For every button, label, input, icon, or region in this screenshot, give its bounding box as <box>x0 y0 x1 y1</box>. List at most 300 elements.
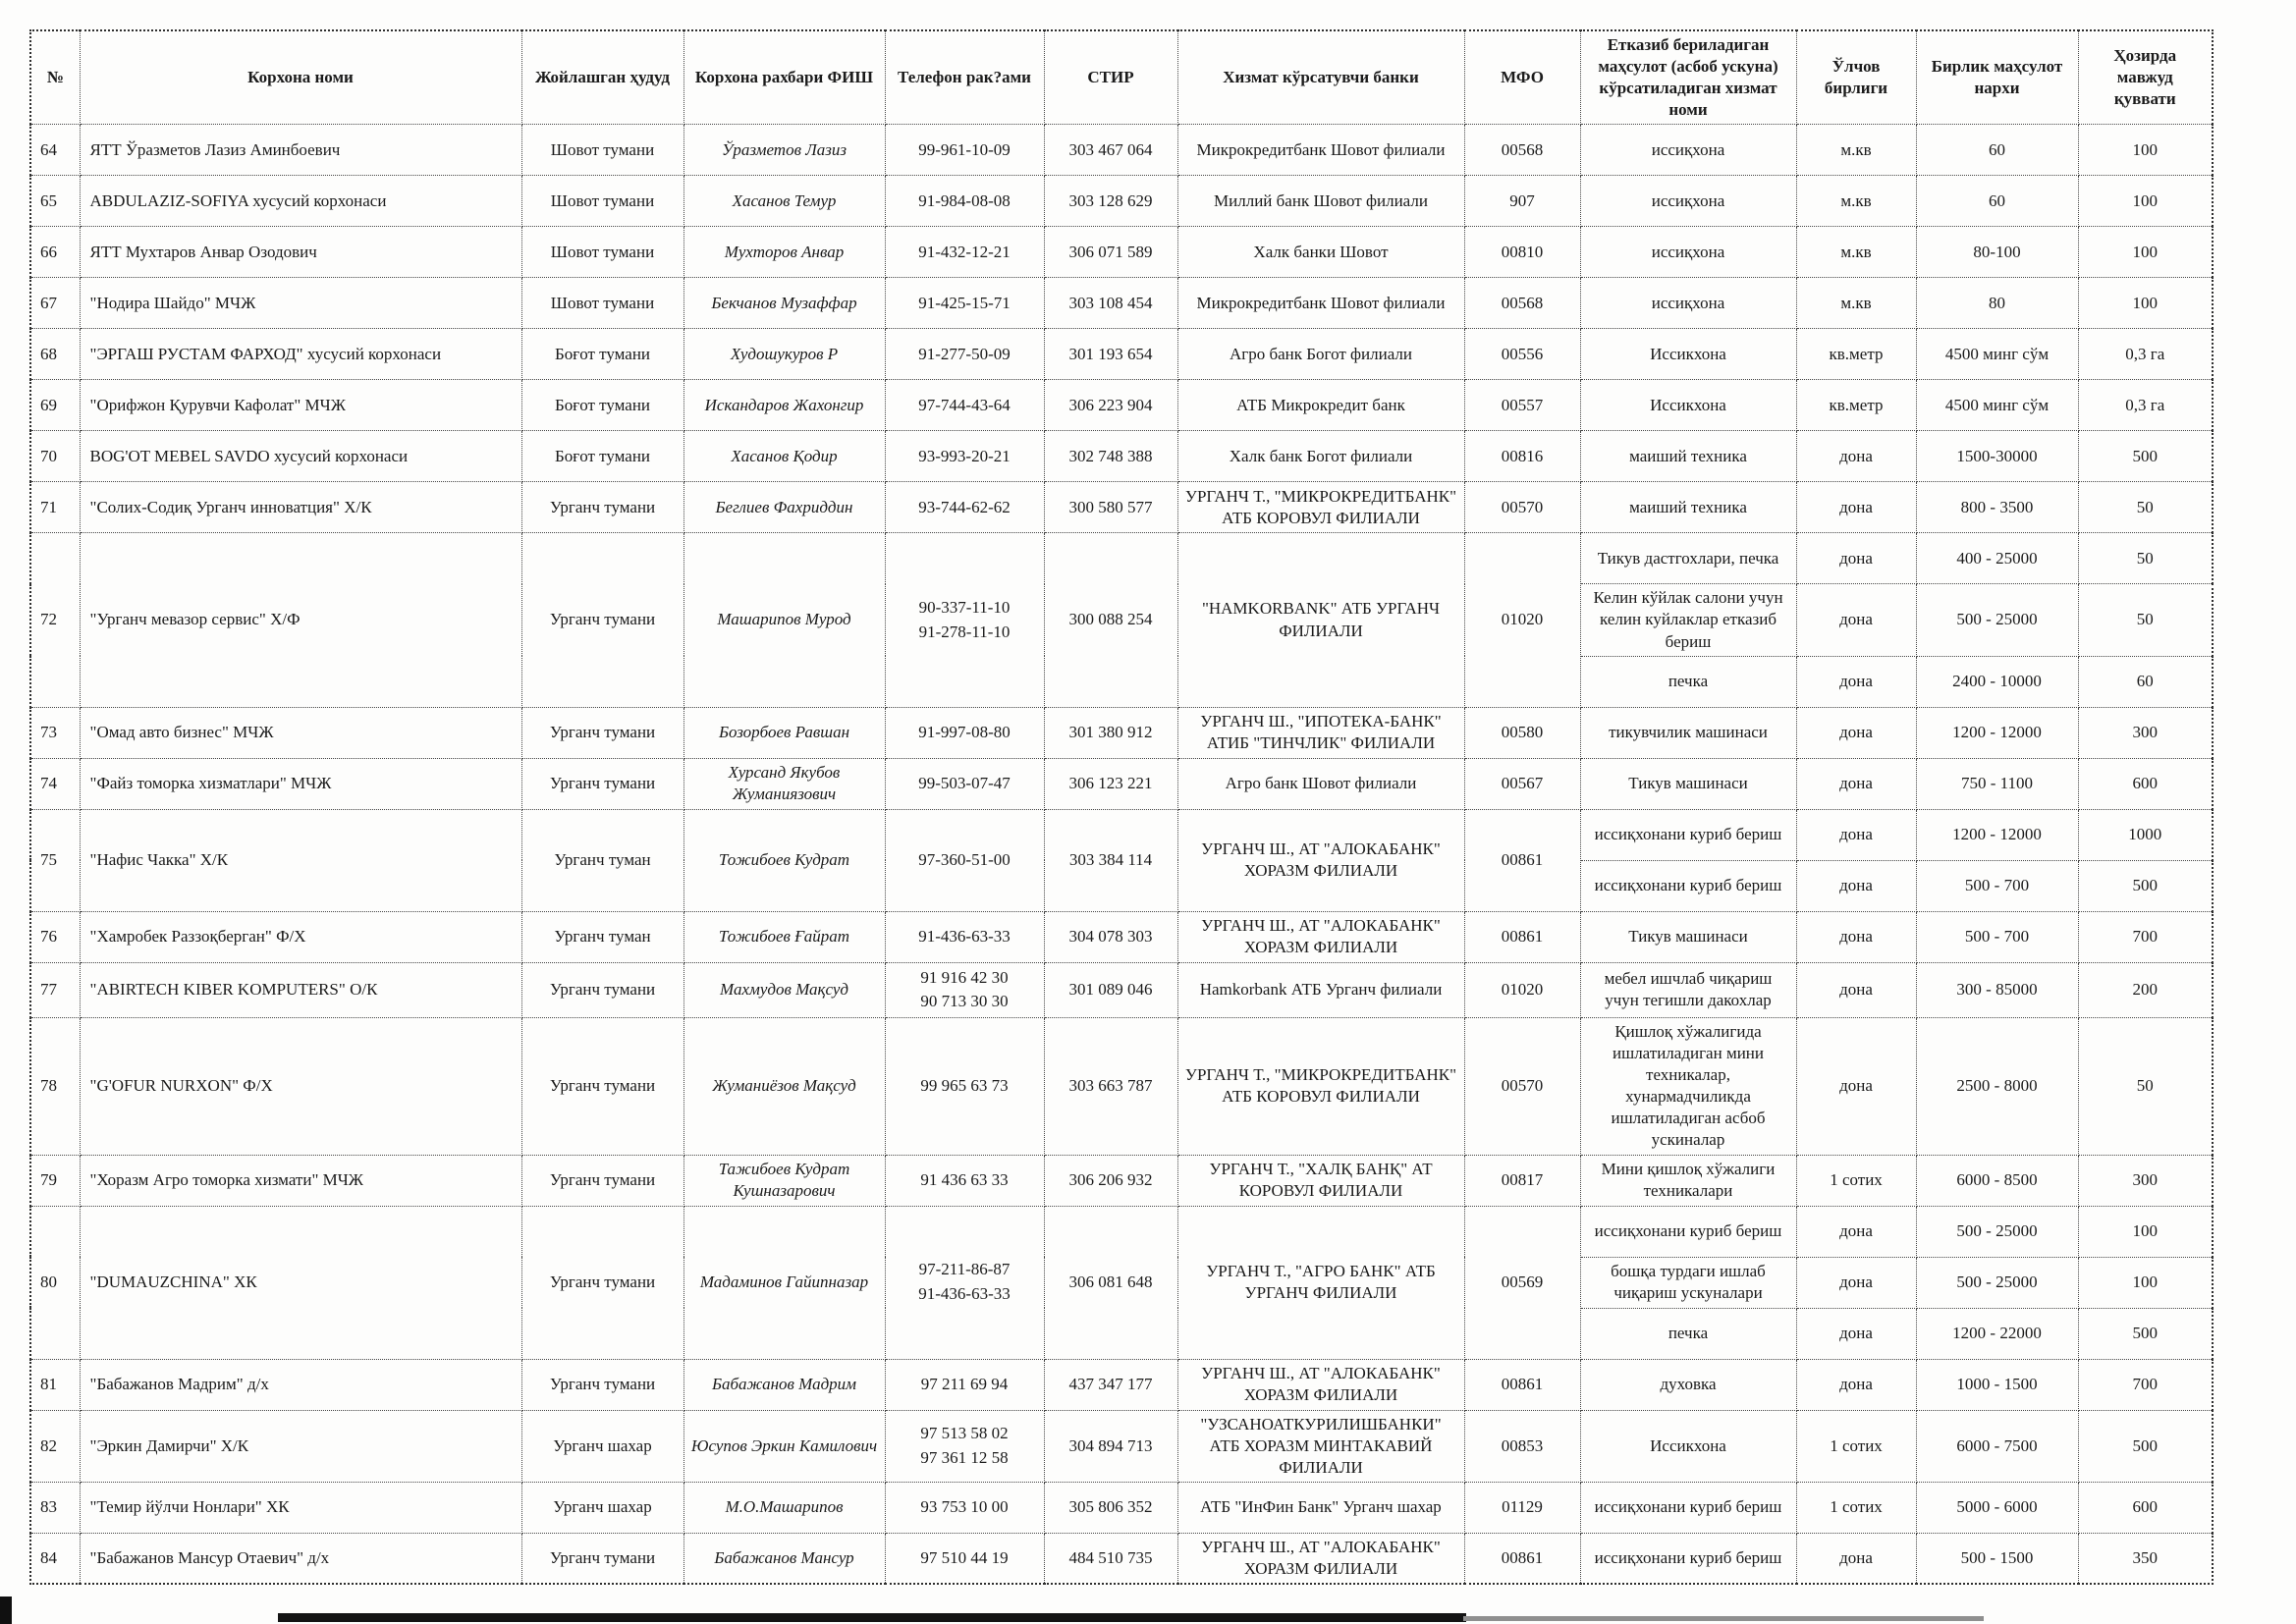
cell-unit: м.кв <box>1796 278 1916 329</box>
col-header-bank: Хизмат кўрсатувчи банки <box>1177 30 1464 125</box>
cell-region: Урганч тумани <box>521 1017 683 1155</box>
col-header-company: Корхона номи <box>80 30 521 125</box>
phone-line: 97-211-86-87 <box>918 1260 1011 1279</box>
cell-capacity: 50 <box>2078 533 2213 584</box>
col-header-price: Бирлик маҳсулот нархи <box>1916 30 2078 125</box>
cell-region: Урганч тумани <box>521 1533 683 1584</box>
cell-stir: 303 663 787 <box>1044 1017 1177 1155</box>
cell-price: 1200 - 22000 <box>1916 1308 2078 1359</box>
cell-director: Бабажанов Мансур <box>683 1533 885 1584</box>
cell-capacity: 500 <box>2078 431 2213 482</box>
cell-no: 79 <box>30 1155 80 1206</box>
cell-unit: дона <box>1796 533 1916 584</box>
cell-capacity: 350 <box>2078 1533 2213 1584</box>
cell-price: 60 <box>1916 125 2078 176</box>
cell-company-name: "Омад авто бизнес" МЧЖ <box>80 707 521 758</box>
cell-director: Тажибоев Кудрат Кушназарович <box>683 1155 885 1206</box>
cell-unit: дона <box>1796 962 1916 1017</box>
cell-stir: 306 123 221 <box>1044 758 1177 809</box>
cell-director: Хасанов Қодир <box>683 431 885 482</box>
cell-phone <box>885 329 1044 380</box>
cell-bank: УРГАНЧ Ш., АТ "АЛОКАБАНК" ХОРАЗМ ФИЛИАЛИ <box>1177 911 1464 962</box>
cell-bank: Hamkorbank АТБ Урганч филиали <box>1177 962 1464 1017</box>
cell-company-name: "G'OFUR NURXON" Ф/Х <box>80 1017 521 1155</box>
cell-no: 69 <box>30 380 80 431</box>
phone-line: 90 713 30 30 <box>920 992 1009 1011</box>
cell-region: Урганч тумани <box>521 1206 683 1359</box>
cell-unit: 1 сотих <box>1796 1155 1916 1206</box>
cell-bank: АТБ "ИнФин Банк" Урганч шахар <box>1177 1482 1464 1533</box>
phone-line: 90-337-11-10 <box>918 597 1011 617</box>
table-header <box>30 30 2213 125</box>
cell-capacity: 500 <box>2078 1308 2213 1359</box>
cell-director: Машарипов Мурод <box>683 533 885 707</box>
cell-director: Бозорбоев Равшан <box>683 707 885 758</box>
cell-unit: дона <box>1796 1206 1916 1257</box>
cell-capacity: 0,3 га <box>2078 380 2213 431</box>
cell-bank: УРГАНЧ Т., "МИКРОКРЕДИТБАНК" АТБ КОРОВУЛ ФИЛИАЛИ <box>1177 482 1464 533</box>
cell-no: 67 <box>30 278 80 329</box>
cell-bank: "УЗСАНОАТКУРИЛИШБАНКИ" АТБ ХОРАЗМ МИНТАКАВИЙ ФИЛИАЛИ <box>1177 1410 1464 1482</box>
phone-line: 91-984-08-08 <box>918 190 1011 210</box>
cell-capacity: 100 <box>2078 176 2213 227</box>
cell-bank: УРГАНЧ Т., "МИКРОКРЕДИТБАНК" АТБ КОРОВУЛ ФИЛИАЛИ <box>1177 1017 1464 1155</box>
cell-capacity: 1000 <box>2078 809 2213 860</box>
cell-director: Бабажанов Мадрим <box>683 1359 885 1410</box>
cell-product: Тикув машинаси <box>1580 911 1796 962</box>
table-row <box>30 1482 2213 1533</box>
cell-product: печка <box>1580 1308 1796 1359</box>
phone-line: 93 753 10 00 <box>920 1496 1009 1516</box>
cell-price: 500 - 25000 <box>1916 1257 2078 1308</box>
cell-product: Мини қишлоқ хўжалиги техникалари <box>1580 1155 1796 1206</box>
cell-company-name: "Эркин Дамирчи" Х/К <box>80 1410 521 1482</box>
scan-artifact-corner-mark <box>0 1597 12 1624</box>
cell-director: Ўразметов Лазиз <box>683 125 885 176</box>
cell-price: 5000 - 6000 <box>1916 1482 2078 1533</box>
cell-unit: дона <box>1796 1257 1916 1308</box>
cell-stir: 301 193 654 <box>1044 329 1177 380</box>
cell-no: 75 <box>30 809 80 911</box>
cell-mfo: 00570 <box>1464 482 1580 533</box>
cell-no: 68 <box>30 329 80 380</box>
col-header-product: Етказиб бериладиган маҳсулот (асбоб ускуна) кўрсатиладиган хизмат номи <box>1580 30 1796 125</box>
cell-mfo: 00556 <box>1464 329 1580 380</box>
cell-stir: 300 088 254 <box>1044 533 1177 707</box>
table-body <box>30 125 2213 1584</box>
cell-company-name: "Темир йўлчи Нонлари" ХК <box>80 1482 521 1533</box>
phone-line: 97 510 44 19 <box>920 1547 1009 1567</box>
cell-price: 2500 - 8000 <box>1916 1017 2078 1155</box>
cell-phone <box>885 1533 1044 1584</box>
cell-price: 6000 - 8500 <box>1916 1155 2078 1206</box>
table-row <box>30 533 2213 584</box>
cell-phone <box>885 1155 1044 1206</box>
cell-price: 1200 - 12000 <box>1916 707 2078 758</box>
cell-mfo: 00568 <box>1464 278 1580 329</box>
cell-price: 400 - 25000 <box>1916 533 2078 584</box>
cell-region: Урганч тумани <box>521 962 683 1017</box>
cell-product: иссиқхона <box>1580 227 1796 278</box>
cell-director: М.О.Машарипов <box>683 1482 885 1533</box>
cell-director: Махмудов Мақсуд <box>683 962 885 1017</box>
col-header-unit: Ўлчов бирлиги <box>1796 30 1916 125</box>
cell-capacity: 600 <box>2078 758 2213 809</box>
phone-line: 91 916 42 30 <box>920 967 1009 987</box>
cell-product: Тикув дастгохлари, печка <box>1580 533 1796 584</box>
phone-line: 97 513 58 02 <box>920 1424 1009 1442</box>
cell-company-name: "Хамробек Раззоқберган" Ф/Х <box>80 911 521 962</box>
cell-no: 84 <box>30 1533 80 1584</box>
phone-line: 91 436 63 33 <box>920 1169 1009 1189</box>
cell-director: Тожибоев Кудрат <box>683 809 885 911</box>
phone-line: 97-744-43-64 <box>918 395 1011 414</box>
cell-mfo: 00816 <box>1464 431 1580 482</box>
cell-company-name: "ABIRTECH KIBER KOMPUTERS" О/К <box>80 962 521 1017</box>
cell-mfo: 00853 <box>1464 1410 1580 1482</box>
cell-stir: 301 089 046 <box>1044 962 1177 1017</box>
table-row <box>30 1206 2213 1257</box>
cell-price: 1200 - 12000 <box>1916 809 2078 860</box>
cell-product: иссиқхонани куриб бериш <box>1580 809 1796 860</box>
cell-region: Шовот тумани <box>521 125 683 176</box>
cell-price: 500 - 1500 <box>1916 1533 2078 1584</box>
cell-product: печка <box>1580 656 1796 707</box>
table-row <box>30 1155 2213 1206</box>
cell-director: Юсупов Эркин Камилович <box>683 1410 885 1482</box>
cell-phone <box>885 1482 1044 1533</box>
cell-company-name: ЯТТ Мухтаров Анвар Озодович <box>80 227 521 278</box>
table-row <box>30 809 2213 860</box>
phone-line: 99-961-10-09 <box>918 139 1011 159</box>
cell-price: 500 - 700 <box>1916 911 2078 962</box>
cell-phone <box>885 1410 1044 1482</box>
cell-company-name: "Нодира Шайдо" МЧЖ <box>80 278 521 329</box>
cell-product: маиший техника <box>1580 482 1796 533</box>
cell-capacity: 200 <box>2078 962 2213 1017</box>
cell-no: 82 <box>30 1410 80 1482</box>
cell-director: Мухторов Анвар <box>683 227 885 278</box>
phone-line: 91-425-15-71 <box>918 293 1011 312</box>
cell-mfo: 00580 <box>1464 707 1580 758</box>
cell-company-name: BOG'OT MEBEL SAVDO хусусий корхонаси <box>80 431 521 482</box>
cell-mfo: 00570 <box>1464 1017 1580 1155</box>
cell-capacity: 700 <box>2078 1359 2213 1410</box>
cell-region: Боғот тумани <box>521 431 683 482</box>
cell-no: 65 <box>30 176 80 227</box>
table-row <box>30 707 2213 758</box>
cell-stir: 303 108 454 <box>1044 278 1177 329</box>
cell-phone <box>885 809 1044 911</box>
cell-price: 500 - 25000 <box>1916 1206 2078 1257</box>
table-row <box>30 125 2213 176</box>
cell-stir: 304 894 713 <box>1044 1410 1177 1482</box>
cell-product: иссиқхонани куриб бериш <box>1580 860 1796 911</box>
cell-bank: АТБ Микрокредит банк <box>1177 380 1464 431</box>
cell-product: Тикув машинаси <box>1580 758 1796 809</box>
cell-stir: 302 748 388 <box>1044 431 1177 482</box>
cell-unit: дона <box>1796 431 1916 482</box>
cell-bank: "HAMKORBANK" АТБ УРГАНЧ ФИЛИАЛИ <box>1177 533 1464 707</box>
cell-product: иссиқхона <box>1580 176 1796 227</box>
phone-line: 91-277-50-09 <box>918 344 1011 363</box>
cell-no: 81 <box>30 1359 80 1410</box>
cell-stir: 305 806 352 <box>1044 1482 1177 1533</box>
cell-price: 300 - 85000 <box>1916 962 2078 1017</box>
table-row <box>30 758 2213 809</box>
cell-price: 800 - 3500 <box>1916 482 2078 533</box>
phone-line: 97-360-51-00 <box>918 849 1011 869</box>
col-header-capacity: Ҳозирда мавжуд қуввати <box>2078 30 2213 125</box>
cell-bank: Агро банк Шовот филиали <box>1177 758 1464 809</box>
cell-bank: Халк банки Шовот <box>1177 227 1464 278</box>
cell-region: Урганч тумани <box>521 482 683 533</box>
cell-product: иссиқхонани куриб бериш <box>1580 1206 1796 1257</box>
cell-mfo: 00567 <box>1464 758 1580 809</box>
table-row <box>30 1533 2213 1584</box>
cell-phone <box>885 1206 1044 1359</box>
phone-line: 91-436-63-33 <box>918 1284 1011 1303</box>
cell-unit: дона <box>1796 1017 1916 1155</box>
table-row <box>30 329 2213 380</box>
cell-mfo: 00817 <box>1464 1155 1580 1206</box>
phone-line: 97 361 12 58 <box>920 1447 1009 1467</box>
cell-no: 66 <box>30 227 80 278</box>
cell-product: бошқа турдаги ишлаб чиқариш ускуналари <box>1580 1257 1796 1308</box>
cell-mfo: 01129 <box>1464 1482 1580 1533</box>
cell-mfo: 00861 <box>1464 911 1580 962</box>
table-row <box>30 227 2213 278</box>
cell-product: иссиқхона <box>1580 125 1796 176</box>
cell-stir: 306 223 904 <box>1044 380 1177 431</box>
cell-phone <box>885 911 1044 962</box>
cell-stir: 303 384 114 <box>1044 809 1177 911</box>
cell-phone <box>885 962 1044 1017</box>
phone-line: 91-997-08-80 <box>918 722 1011 741</box>
cell-company-name: "ЭРГАШ РУСТАМ ФАРХОД" хусусий корхонаси <box>80 329 521 380</box>
cell-region: Шовот тумани <box>521 176 683 227</box>
table-row <box>30 431 2213 482</box>
cell-mfo: 01020 <box>1464 962 1580 1017</box>
cell-unit: м.кв <box>1796 227 1916 278</box>
col-header-phone: Телефон рак?ами <box>885 30 1044 125</box>
cell-capacity: 100 <box>2078 1257 2213 1308</box>
cell-no: 78 <box>30 1017 80 1155</box>
cell-mfo: 00861 <box>1464 1533 1580 1584</box>
cell-capacity: 50 <box>2078 1017 2213 1155</box>
cell-director: Хасанов Темур <box>683 176 885 227</box>
cell-product: Иссикхона <box>1580 1410 1796 1482</box>
cell-company-name: "Бабажанов Мансур Отаевич" д/х <box>80 1533 521 1584</box>
cell-no: 76 <box>30 911 80 962</box>
phone-line: 93-993-20-21 <box>918 446 1011 465</box>
cell-director: Худошукуров Р <box>683 329 885 380</box>
cell-unit: кв.метр <box>1796 329 1916 380</box>
cell-region: Урганч тумани <box>521 1155 683 1206</box>
cell-unit: дона <box>1796 584 1916 656</box>
cell-company-name: "DUMAUZCHINA" ХК <box>80 1206 521 1359</box>
cell-price: 500 - 700 <box>1916 860 2078 911</box>
cell-phone <box>885 227 1044 278</box>
cell-region: Урганч туман <box>521 809 683 911</box>
cell-bank: УРГАНЧ Т., "ХАЛҚ БАНҚ" АТ КОРОВУЛ ФИЛИАЛИ <box>1177 1155 1464 1206</box>
cell-price: 6000 - 7500 <box>1916 1410 2078 1482</box>
cell-bank: Микрокредитбанк Шовот филиали <box>1177 125 1464 176</box>
table-row <box>30 380 2213 431</box>
cell-unit: м.кв <box>1796 176 1916 227</box>
cell-price: 4500 минг сўм <box>1916 329 2078 380</box>
col-header-mfo: МФО <box>1464 30 1580 125</box>
cell-bank: Агро банк Богот филиали <box>1177 329 1464 380</box>
cell-company-name: "Хоразм Агро томорка хизмати" МЧЖ <box>80 1155 521 1206</box>
cell-stir: 303 467 064 <box>1044 125 1177 176</box>
cell-stir: 300 580 577 <box>1044 482 1177 533</box>
cell-no: 72 <box>30 533 80 707</box>
cell-capacity: 700 <box>2078 911 2213 962</box>
cell-price: 80-100 <box>1916 227 2078 278</box>
cell-company-name: "Бабажанов Мадрим" д/х <box>80 1359 521 1410</box>
phone-line: 99 965 63 73 <box>920 1075 1009 1095</box>
table-row <box>30 482 2213 533</box>
cell-bank: УРГАНЧ Т., "АГРО БАНК" АТБ УРГАНЧ ФИЛИАЛИ <box>1177 1206 1464 1359</box>
cell-capacity: 300 <box>2078 1155 2213 1206</box>
registry-table <box>29 29 2214 1585</box>
cell-phone <box>885 482 1044 533</box>
cell-stir: 304 078 303 <box>1044 911 1177 962</box>
table-row <box>30 962 2213 1017</box>
cell-region: Урганч тумани <box>521 758 683 809</box>
phone-line: 99-503-07-47 <box>918 773 1011 792</box>
cell-price: 4500 минг сўм <box>1916 380 2078 431</box>
cell-unit: 1 сотих <box>1796 1410 1916 1482</box>
cell-capacity: 300 <box>2078 707 2213 758</box>
cell-company-name: "Нафис Чакка" Х/К <box>80 809 521 911</box>
cell-no: 80 <box>30 1206 80 1359</box>
cell-product: иссиқхона <box>1580 278 1796 329</box>
cell-region: Урганч шахар <box>521 1410 683 1482</box>
cell-director: Искандаров Жахонгир <box>683 380 885 431</box>
table-header-row <box>30 30 2213 125</box>
cell-unit: дона <box>1796 911 1916 962</box>
cell-price: 60 <box>1916 176 2078 227</box>
scan-artifact-bottom-bar-light <box>1463 1616 1984 1621</box>
cell-stir: 484 510 735 <box>1044 1533 1177 1584</box>
cell-no: 83 <box>30 1482 80 1533</box>
phone-line: 91-436-63-33 <box>918 926 1011 946</box>
cell-unit: дона <box>1796 860 1916 911</box>
cell-product: иссиқхонани куриб бериш <box>1580 1533 1796 1584</box>
cell-director: Беглиев Фахриддин <box>683 482 885 533</box>
cell-unit: м.кв <box>1796 125 1916 176</box>
cell-company-name: "Файз томорка хизматлари" МЧЖ <box>80 758 521 809</box>
cell-director: Жуманиёзов Мақсуд <box>683 1017 885 1155</box>
cell-region: Боғот тумани <box>521 329 683 380</box>
cell-price: 750 - 1100 <box>1916 758 2078 809</box>
table-row <box>30 176 2213 227</box>
cell-bank: Халк банк Богот филиали <box>1177 431 1464 482</box>
cell-unit: дона <box>1796 1359 1916 1410</box>
cell-mfo: 01020 <box>1464 533 1580 707</box>
cell-no: 70 <box>30 431 80 482</box>
cell-bank: Миллий банк Шовот филиали <box>1177 176 1464 227</box>
cell-unit: дона <box>1796 1533 1916 1584</box>
cell-product: Иссикхона <box>1580 380 1796 431</box>
cell-company-name: "Орифжон Қурувчи Кафолат" МЧЖ <box>80 380 521 431</box>
cell-product: иссиқхонани куриб бериш <box>1580 1482 1796 1533</box>
cell-unit: дона <box>1796 656 1916 707</box>
cell-region: Боғот тумани <box>521 380 683 431</box>
cell-phone <box>885 707 1044 758</box>
cell-product: тикувчилик машинаси <box>1580 707 1796 758</box>
cell-phone <box>885 176 1044 227</box>
cell-region: Урганч тумани <box>521 1359 683 1410</box>
cell-director: Хурсанд Якубов Жуманиязович <box>683 758 885 809</box>
cell-bank: УРГАНЧ Ш., АТ "АЛОКАБАНК" ХОРАЗМ ФИЛИАЛИ <box>1177 1359 1464 1410</box>
cell-unit: дона <box>1796 1308 1916 1359</box>
cell-phone <box>885 431 1044 482</box>
cell-mfo: 907 <box>1464 176 1580 227</box>
phone-line: 91-432-12-21 <box>918 242 1011 261</box>
cell-no: 73 <box>30 707 80 758</box>
cell-capacity: 50 <box>2078 482 2213 533</box>
cell-phone <box>885 125 1044 176</box>
cell-phone <box>885 758 1044 809</box>
cell-mfo: 00861 <box>1464 1359 1580 1410</box>
cell-capacity: 50 <box>2078 584 2213 656</box>
cell-region: Урганч туман <box>521 911 683 962</box>
table-row <box>30 1359 2213 1410</box>
cell-capacity: 0,3 га <box>2078 329 2213 380</box>
cell-stir: 303 128 629 <box>1044 176 1177 227</box>
cell-capacity: 500 <box>2078 1410 2213 1482</box>
cell-mfo: 00810 <box>1464 227 1580 278</box>
cell-unit: дона <box>1796 482 1916 533</box>
cell-mfo: 00557 <box>1464 380 1580 431</box>
cell-director: Тожибоев Ғайрат <box>683 911 885 962</box>
cell-phone <box>885 380 1044 431</box>
cell-director: Бекчанов Музаффар <box>683 278 885 329</box>
cell-unit: кв.метр <box>1796 380 1916 431</box>
cell-director: Мадаминов Гайипназар <box>683 1206 885 1359</box>
cell-bank: УРГАНЧ Ш., "ИПОТЕКА-БАНК" АТИБ "ТИНЧЛИК" ФИЛИАЛИ <box>1177 707 1464 758</box>
cell-product: мебел ишчлаб чиқариш учун тегишли дакохлар <box>1580 962 1796 1017</box>
cell-phone <box>885 1359 1044 1410</box>
cell-product: маиший техника <box>1580 431 1796 482</box>
table-row <box>30 1410 2213 1482</box>
phone-line: 91-278-11-10 <box>918 622 1011 641</box>
cell-price: 500 - 25000 <box>1916 584 2078 656</box>
cell-capacity: 100 <box>2078 227 2213 278</box>
cell-capacity: 100 <box>2078 278 2213 329</box>
col-header-region: Жойлашган ҳудуд <box>521 30 683 125</box>
cell-product: Қишлоқ хўжалигида ишлатиладиган мини техникалар, хунармадчиликда ишлатиладиган асбоб ускиналар <box>1580 1017 1796 1155</box>
cell-unit: дона <box>1796 758 1916 809</box>
table-row <box>30 911 2213 962</box>
scan-artifact-bottom-bar <box>278 1613 1466 1622</box>
cell-phone <box>885 1017 1044 1155</box>
cell-bank: УРГАНЧ Ш., АТ "АЛОКАБАНК" ХОРАЗМ ФИЛИАЛИ <box>1177 809 1464 911</box>
cell-stir: 306 081 648 <box>1044 1206 1177 1359</box>
col-header-director: Корхона рахбари ФИШ <box>683 30 885 125</box>
cell-region: Урганч тумани <box>521 707 683 758</box>
cell-unit: дона <box>1796 707 1916 758</box>
phone-line: 97 211 69 94 <box>920 1374 1009 1393</box>
cell-company-name: ABDULAZIZ-SOFIYA хусусий корхонаси <box>80 176 521 227</box>
cell-product: Келин кўйлак салони учун келин куйлаклар етказиб бериш <box>1580 584 1796 656</box>
cell-no: 77 <box>30 962 80 1017</box>
cell-capacity: 600 <box>2078 1482 2213 1533</box>
col-header-stir: СТИР <box>1044 30 1177 125</box>
